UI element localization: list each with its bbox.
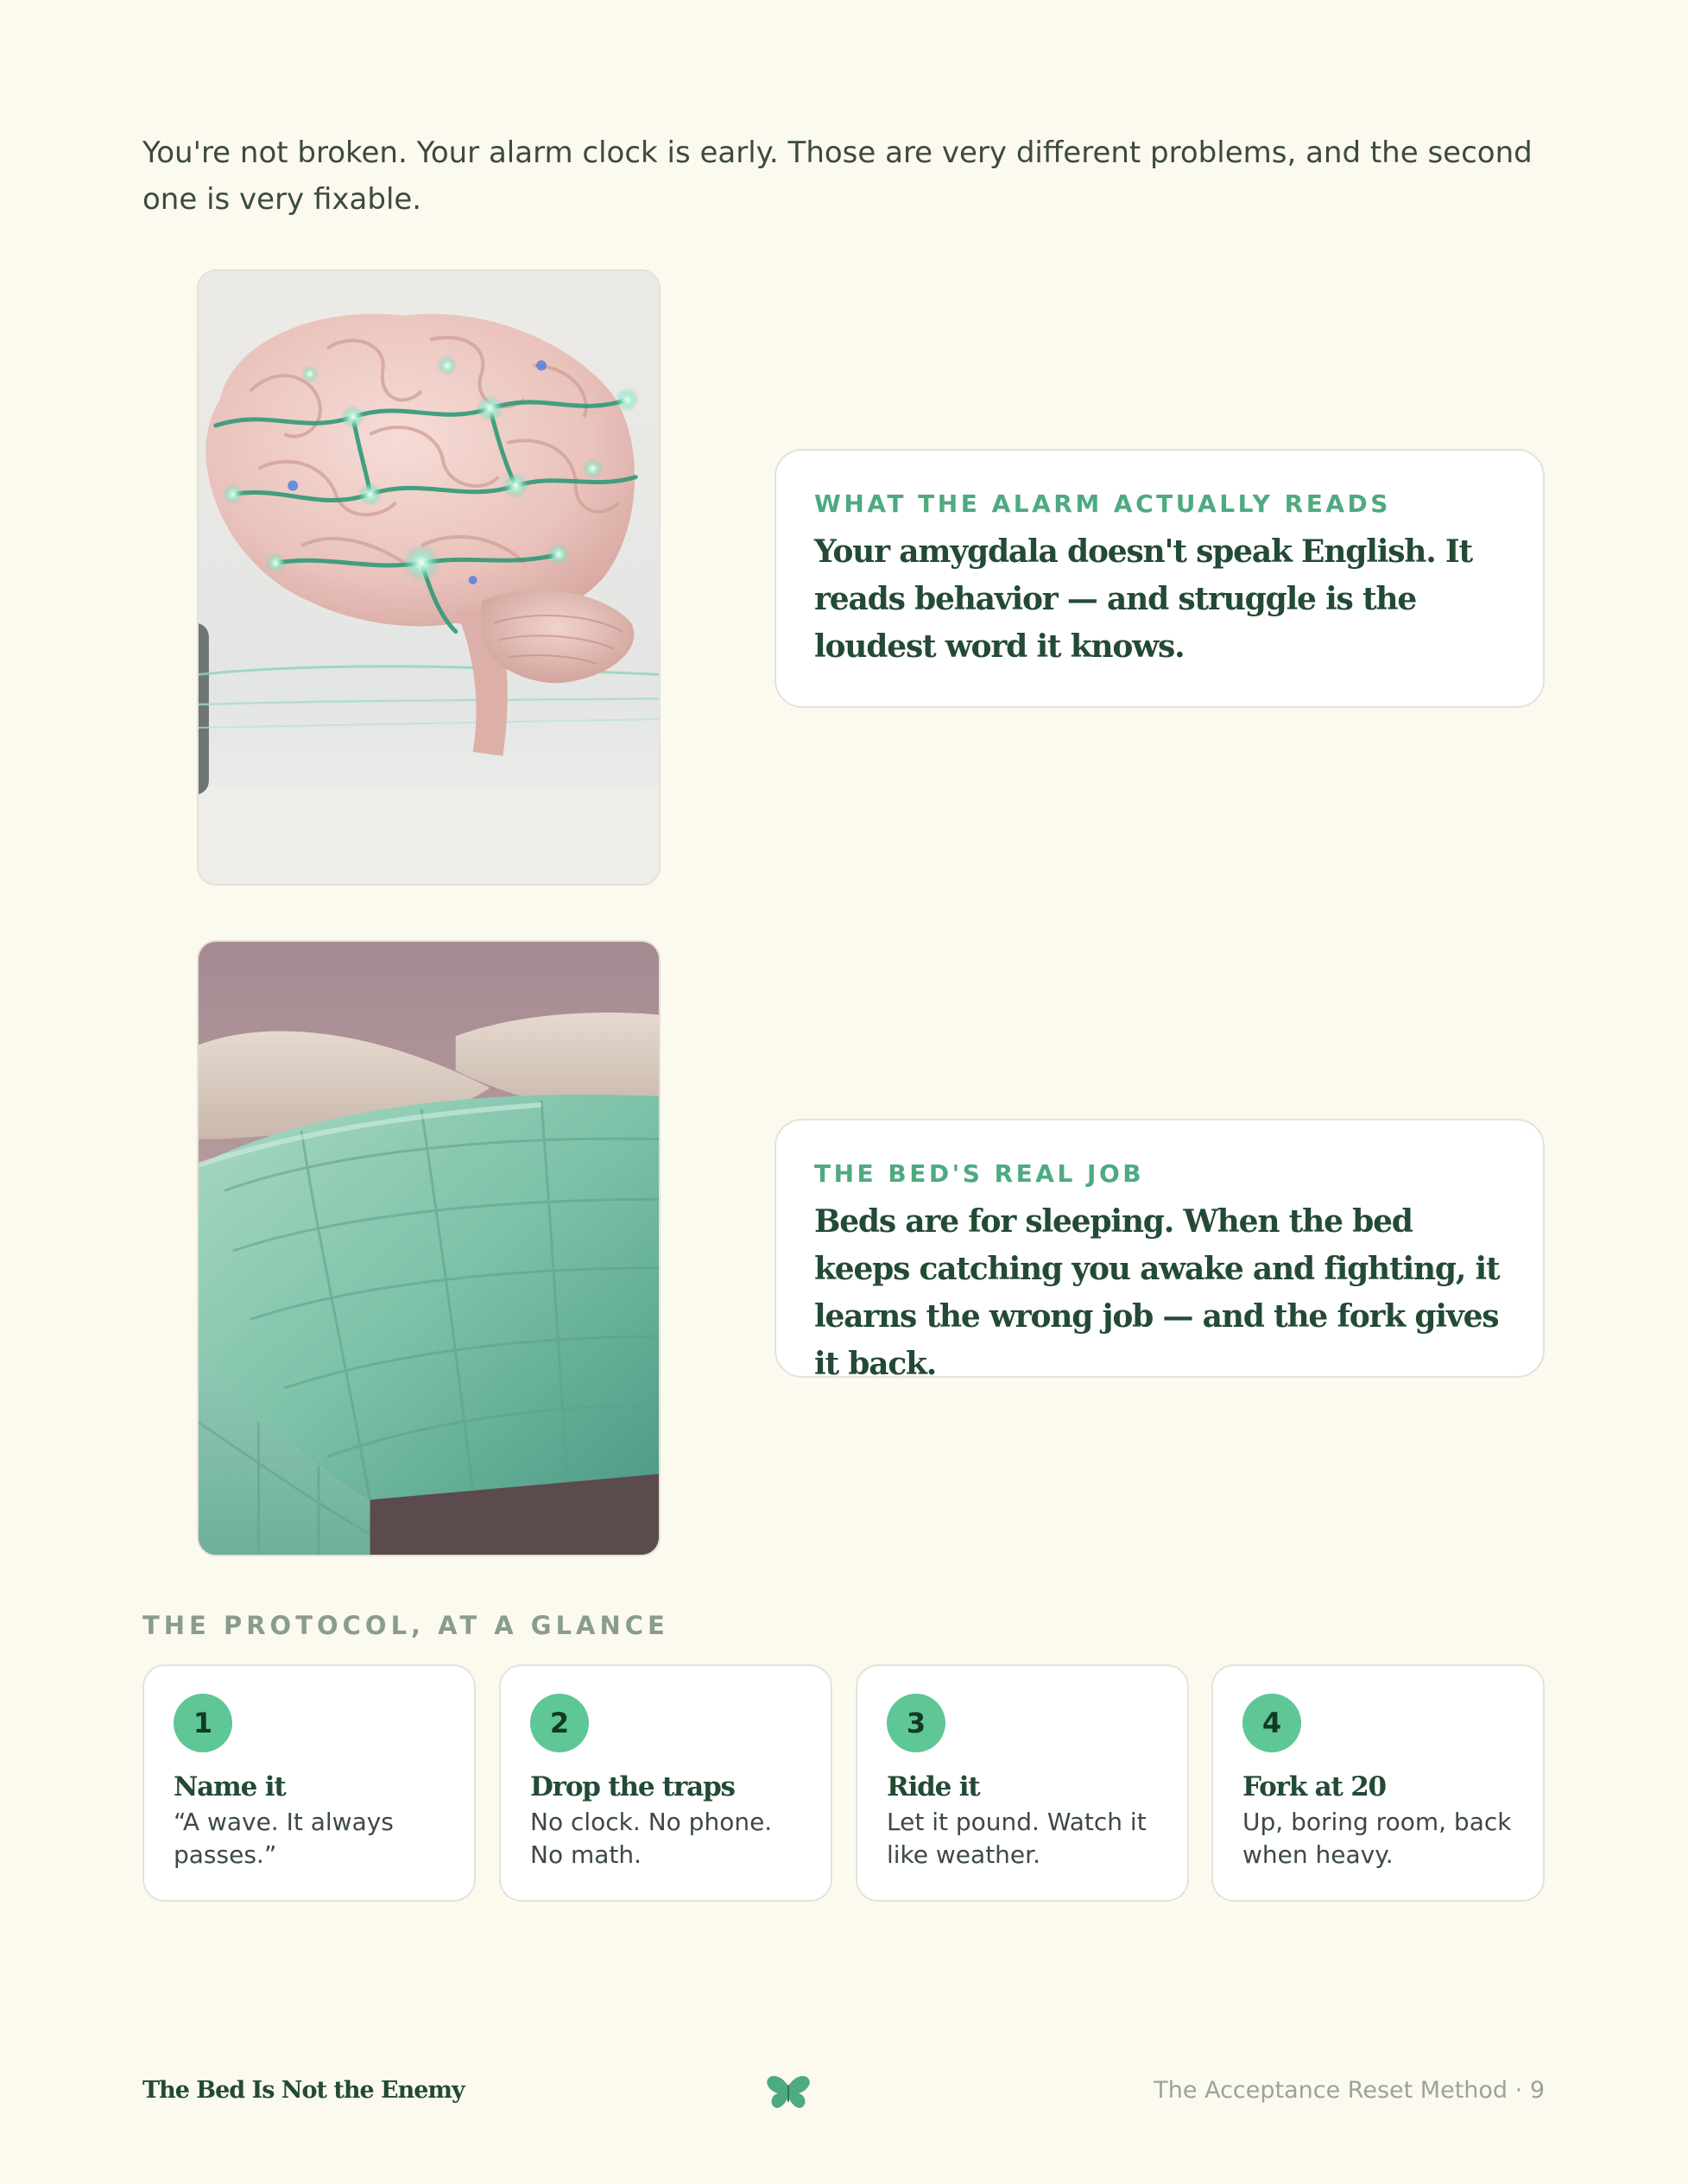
step-card-1	[142, 1664, 476, 1902]
protocol-label: THE PROTOCOL, AT A GLANCE	[142, 1611, 669, 1640]
step-description: Let it pound. Watch it like weather.	[887, 1808, 1147, 1869]
bed-illustration	[197, 940, 661, 1556]
callout-quote: Your amygdala doesn't speak English. It reads behavior — and struggle is the loudest word it knows.	[814, 533, 1472, 665]
callout-eyebrow: THE BED'S REAL JOB	[814, 1159, 1145, 1188]
footer-series-page: The Acceptance Reset Method · 9	[1154, 2077, 1545, 2104]
callout-quote: Beds are for sleeping. When the bed keeps catching you awake and fighting, it learns the wrong job — and the fork gives it back.	[814, 1203, 1500, 1382]
step-number-badge: 1	[174, 1694, 232, 1752]
callout-bed	[774, 1119, 1545, 1382]
step-card-4	[1211, 1664, 1545, 1902]
step-card-2	[499, 1664, 832, 1902]
step-number-badge: 4	[1242, 1694, 1301, 1752]
callout-eyebrow: WHAT THE ALARM ACTUALLY READS	[814, 489, 1391, 518]
intro-paragraph: You're not broken. Your alarm clock is early. Those are very different problems, and the second one is very fixable.	[142, 136, 1533, 217]
footer-book-title: The Bed Is Not the Enemy	[142, 2077, 465, 2104]
step-description: “A wave. It always passes.”	[174, 1808, 394, 1869]
butterfly-icon	[766, 2074, 811, 2111]
step-title: Fork at 20	[1242, 1771, 1386, 1802]
step-card-3	[856, 1664, 1189, 1902]
brain-image	[199, 271, 659, 884]
step-title: Ride it	[887, 1771, 980, 1802]
step-number-badge: 3	[887, 1694, 945, 1752]
brain-illustration	[197, 269, 661, 886]
callout-alarm	[774, 449, 1545, 708]
step-title: Name it	[174, 1771, 286, 1802]
bed-image	[199, 942, 659, 1555]
step-description: No clock. No phone. No math.	[530, 1808, 773, 1869]
protocol-steps	[142, 1664, 1545, 1902]
step-description: Up, boring room, back when heavy.	[1242, 1808, 1512, 1869]
step-title: Drop the traps	[530, 1771, 735, 1802]
step-number-badge: 2	[530, 1694, 589, 1752]
